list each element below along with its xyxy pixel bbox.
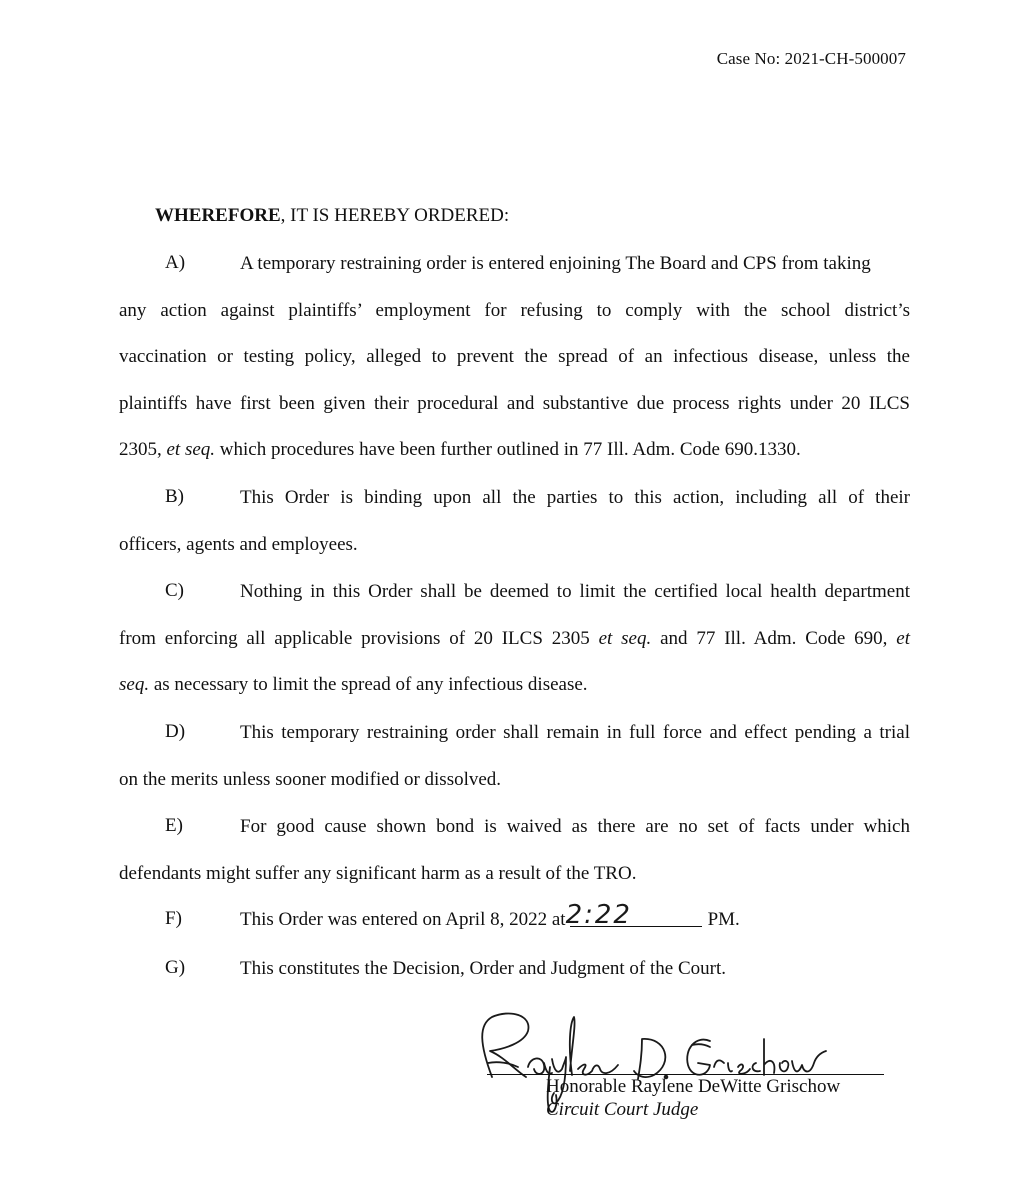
- paragraph-e-marker: E): [165, 815, 183, 836]
- paragraph-g-marker: G): [165, 957, 186, 978]
- paragraph-c: [119, 569, 910, 709]
- case-number: Case No: 2021-CH-500007: [716, 49, 906, 68]
- judge-title: Circuit Court Judge: [546, 1099, 699, 1120]
- paragraph-a-line-2: any action against plaintiffs’ employment for refusing to comply with the school district’s: [119, 299, 910, 321]
- paragraph-d-marker: D): [165, 721, 186, 742]
- paragraph-c-seq: seq.: [119, 674, 150, 695]
- paragraph-c-et: et: [896, 627, 910, 649]
- paragraph-c-line-3: [119, 662, 910, 709]
- wherefore-bold: WHEREFORE: [155, 205, 281, 226]
- paragraph-f-marker: F): [165, 908, 182, 929]
- time-blank: [565, 900, 702, 930]
- paragraph-c-line-1: Nothing in this Order shall be deemed to limit the certified local health department: [240, 581, 910, 602]
- paragraph-f: [240, 897, 840, 944]
- paragraph-c-line-2: [119, 616, 910, 663]
- paragraph-a-et-seq: et seq.: [166, 439, 216, 460]
- paragraph-a-marker: A): [165, 252, 186, 273]
- paragraph-a-line-1: A temporary restraining order is entered enjoining The Board and CPS from taking: [240, 253, 871, 274]
- wherefore-heading: [155, 205, 509, 227]
- handwritten-time: 2:22: [565, 900, 632, 930]
- wherefore-rest: , IT IS HEREBY ORDERED:: [280, 205, 510, 226]
- paragraph-f-pm: PM.: [707, 909, 740, 930]
- paragraph-c-text-mid: and 77 Ill. Adm. Code 690,: [651, 627, 897, 649]
- paragraph-a: [119, 241, 910, 474]
- paragraph-c-marker: C): [165, 580, 184, 601]
- judge-name: Honorable Raylene DeWitte Grischow: [546, 1076, 841, 1097]
- paragraph-a-line-4: plaintiffs have first been given their procedural and substantive due process rights under 20 ILCS: [119, 392, 910, 414]
- paragraph-d-line-1: This temporary restraining order shall remain in full force and effect pending a trial: [240, 722, 910, 743]
- signature-line: [487, 1074, 884, 1075]
- paragraph-f-text: This Order was entered on April 8, 2022 at: [240, 909, 566, 930]
- paragraph-e: [119, 804, 910, 897]
- paragraph-b-line-1: This Order is binding upon all the parties to this action, including all of their: [240, 487, 910, 508]
- paragraph-d-line-2: on the merits unless sooner modified or dissolved.: [119, 768, 502, 790]
- paragraph-c-text: from enforcing all applicable provisions of 20 ILCS 2305: [119, 627, 599, 649]
- paragraph-b-line-2: officers, agents and employees.: [119, 533, 358, 555]
- paragraph-c-text-end: as necessary to limit the spread of any infectious disease.: [149, 674, 588, 695]
- paragraph-b: [119, 475, 910, 568]
- paragraph-g: This constitutes the Decision, Order and Judgment of the Court.: [240, 958, 726, 979]
- paragraph-b-marker: B): [165, 486, 184, 507]
- paragraph-c-et-seq: et seq.: [598, 627, 652, 649]
- paragraph-a-text: 2305,: [119, 439, 167, 460]
- paragraph-a-line-5: [119, 427, 910, 474]
- paragraph-a-text-end: which procedures have been further outlined in 77 Ill. Adm. Code 690.1330.: [215, 439, 801, 460]
- paragraph-e-line-2: defendants might suffer any significant harm as a result of the TRO.: [119, 862, 637, 884]
- paragraph-d: [119, 710, 910, 803]
- paragraph-e-line-1: For good cause shown bond is waived as there are no set of facts under which: [240, 816, 910, 837]
- paragraph-a-line-3: vaccination or testing policy, alleged to prevent the spread of an infectious disease, unless the: [119, 346, 910, 367]
